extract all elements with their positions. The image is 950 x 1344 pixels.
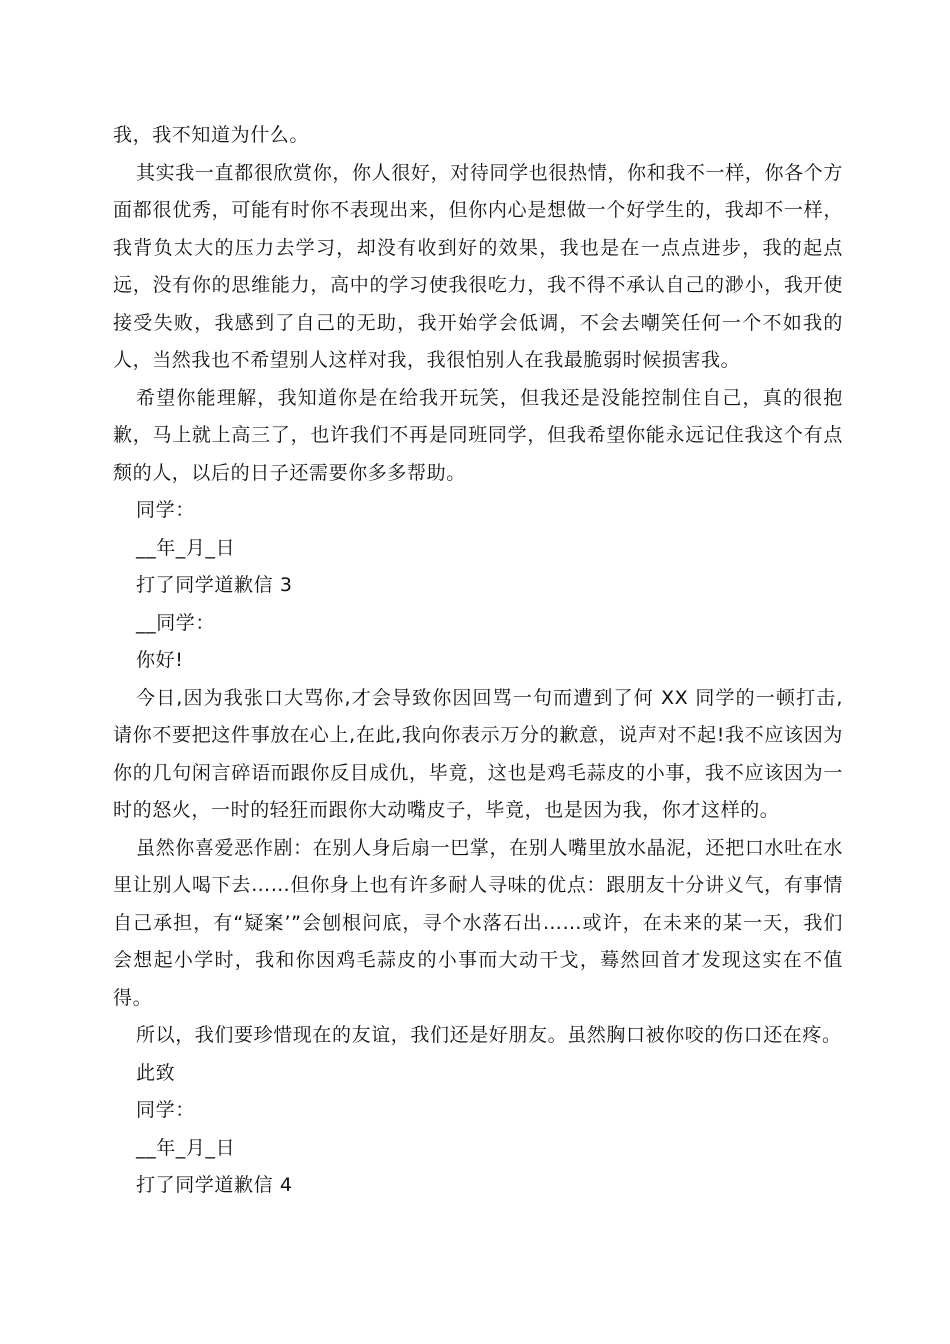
salutation: __同学： bbox=[136, 611, 216, 634]
paragraph-today: 今日,因为我张口大骂你,才会导致你因回骂一句而遭到了何 XX 同学的一顿打击,请你不要把这件事放在心上,在此,我向你表示万分的歉意，说声对不起!我不应该因为你的几句闲言碎语而跟你反目成仇，毕竟，这也是鸡毛蒜皮的小事，我不应该因为一时的怒火，一时的轻狂而跟你大动嘴皮子，毕竟，也是因为我，你才这样的。 bbox=[113, 686, 843, 821]
date-line-2: __年_月_日 bbox=[136, 1136, 236, 1159]
signature-classmate: 同学： bbox=[136, 499, 195, 521]
greeting: 你好! bbox=[136, 649, 184, 671]
date-line: __年_月_日 bbox=[136, 536, 236, 559]
closing: 此致 bbox=[136, 1061, 176, 1084]
letter-heading-4: 打了同学道歉信 4 bbox=[136, 1174, 293, 1196]
paragraph-cherish: 所以，我们要珍惜现在的友谊，我们还是好朋友。虽然胸口被你咬的伤口还在疼。 bbox=[136, 1024, 842, 1046]
paragraph-hope: 希望你能理解，我知道你是在给我开玩笑，但我还是没能控制住自己，真的很抱歉，马上就上高三了，也许我们不再是同班同学，但我希望你能永远记住我这个有点颓的人，以后的日子还需要你多多帮助。 bbox=[113, 386, 843, 484]
paragraph-continuation: 我，我不知道为什么。 bbox=[113, 124, 310, 146]
paragraph-appreciation: 其实我一直都很欣赏你，你人很好，对待同学也很热情，你和我不一样，你各个方面都很优秀，可能有时你不表现出来，但你内心是想做一个好学生的，我却不一样，我背负太大的压力去学习，却没有收到好的效果，我也是在一点点进步，我的起点远，没有你的思维能力，高中的学习使我很吃力，我不得不承认自己的渺小，我开使接受失败，我感到了自己的无助，我开始学会低调，不会去嘲笑任何一个不如我的人，当然我也不希望别人这样对我，我很怕别人在我最脆弱时候损害我。 bbox=[113, 161, 843, 371]
signature-classmate-2: 同学： bbox=[136, 1099, 195, 1121]
letter-heading-3: 打了同学道歉信 3 bbox=[136, 574, 293, 596]
paragraph-prank: 虽然你喜爱恶作剧：在别人身后扇一巴掌，在别人嘴里放水晶泥，还把口水吐在水里让别人喝下去……但你身上也有许多耐人寻味的优点：跟朋友十分讲义气，有事情自己承担，有“疑案’”会刨根问底，寻个水落石出……或许，在未来的某一天，我们会想起小学时，我和你因鸡毛蒜皮的小事而大动干戈，蓦然回首才发现这实在不值得。 bbox=[113, 836, 843, 1009]
letter-body bbox=[113, 117, 843, 1205]
